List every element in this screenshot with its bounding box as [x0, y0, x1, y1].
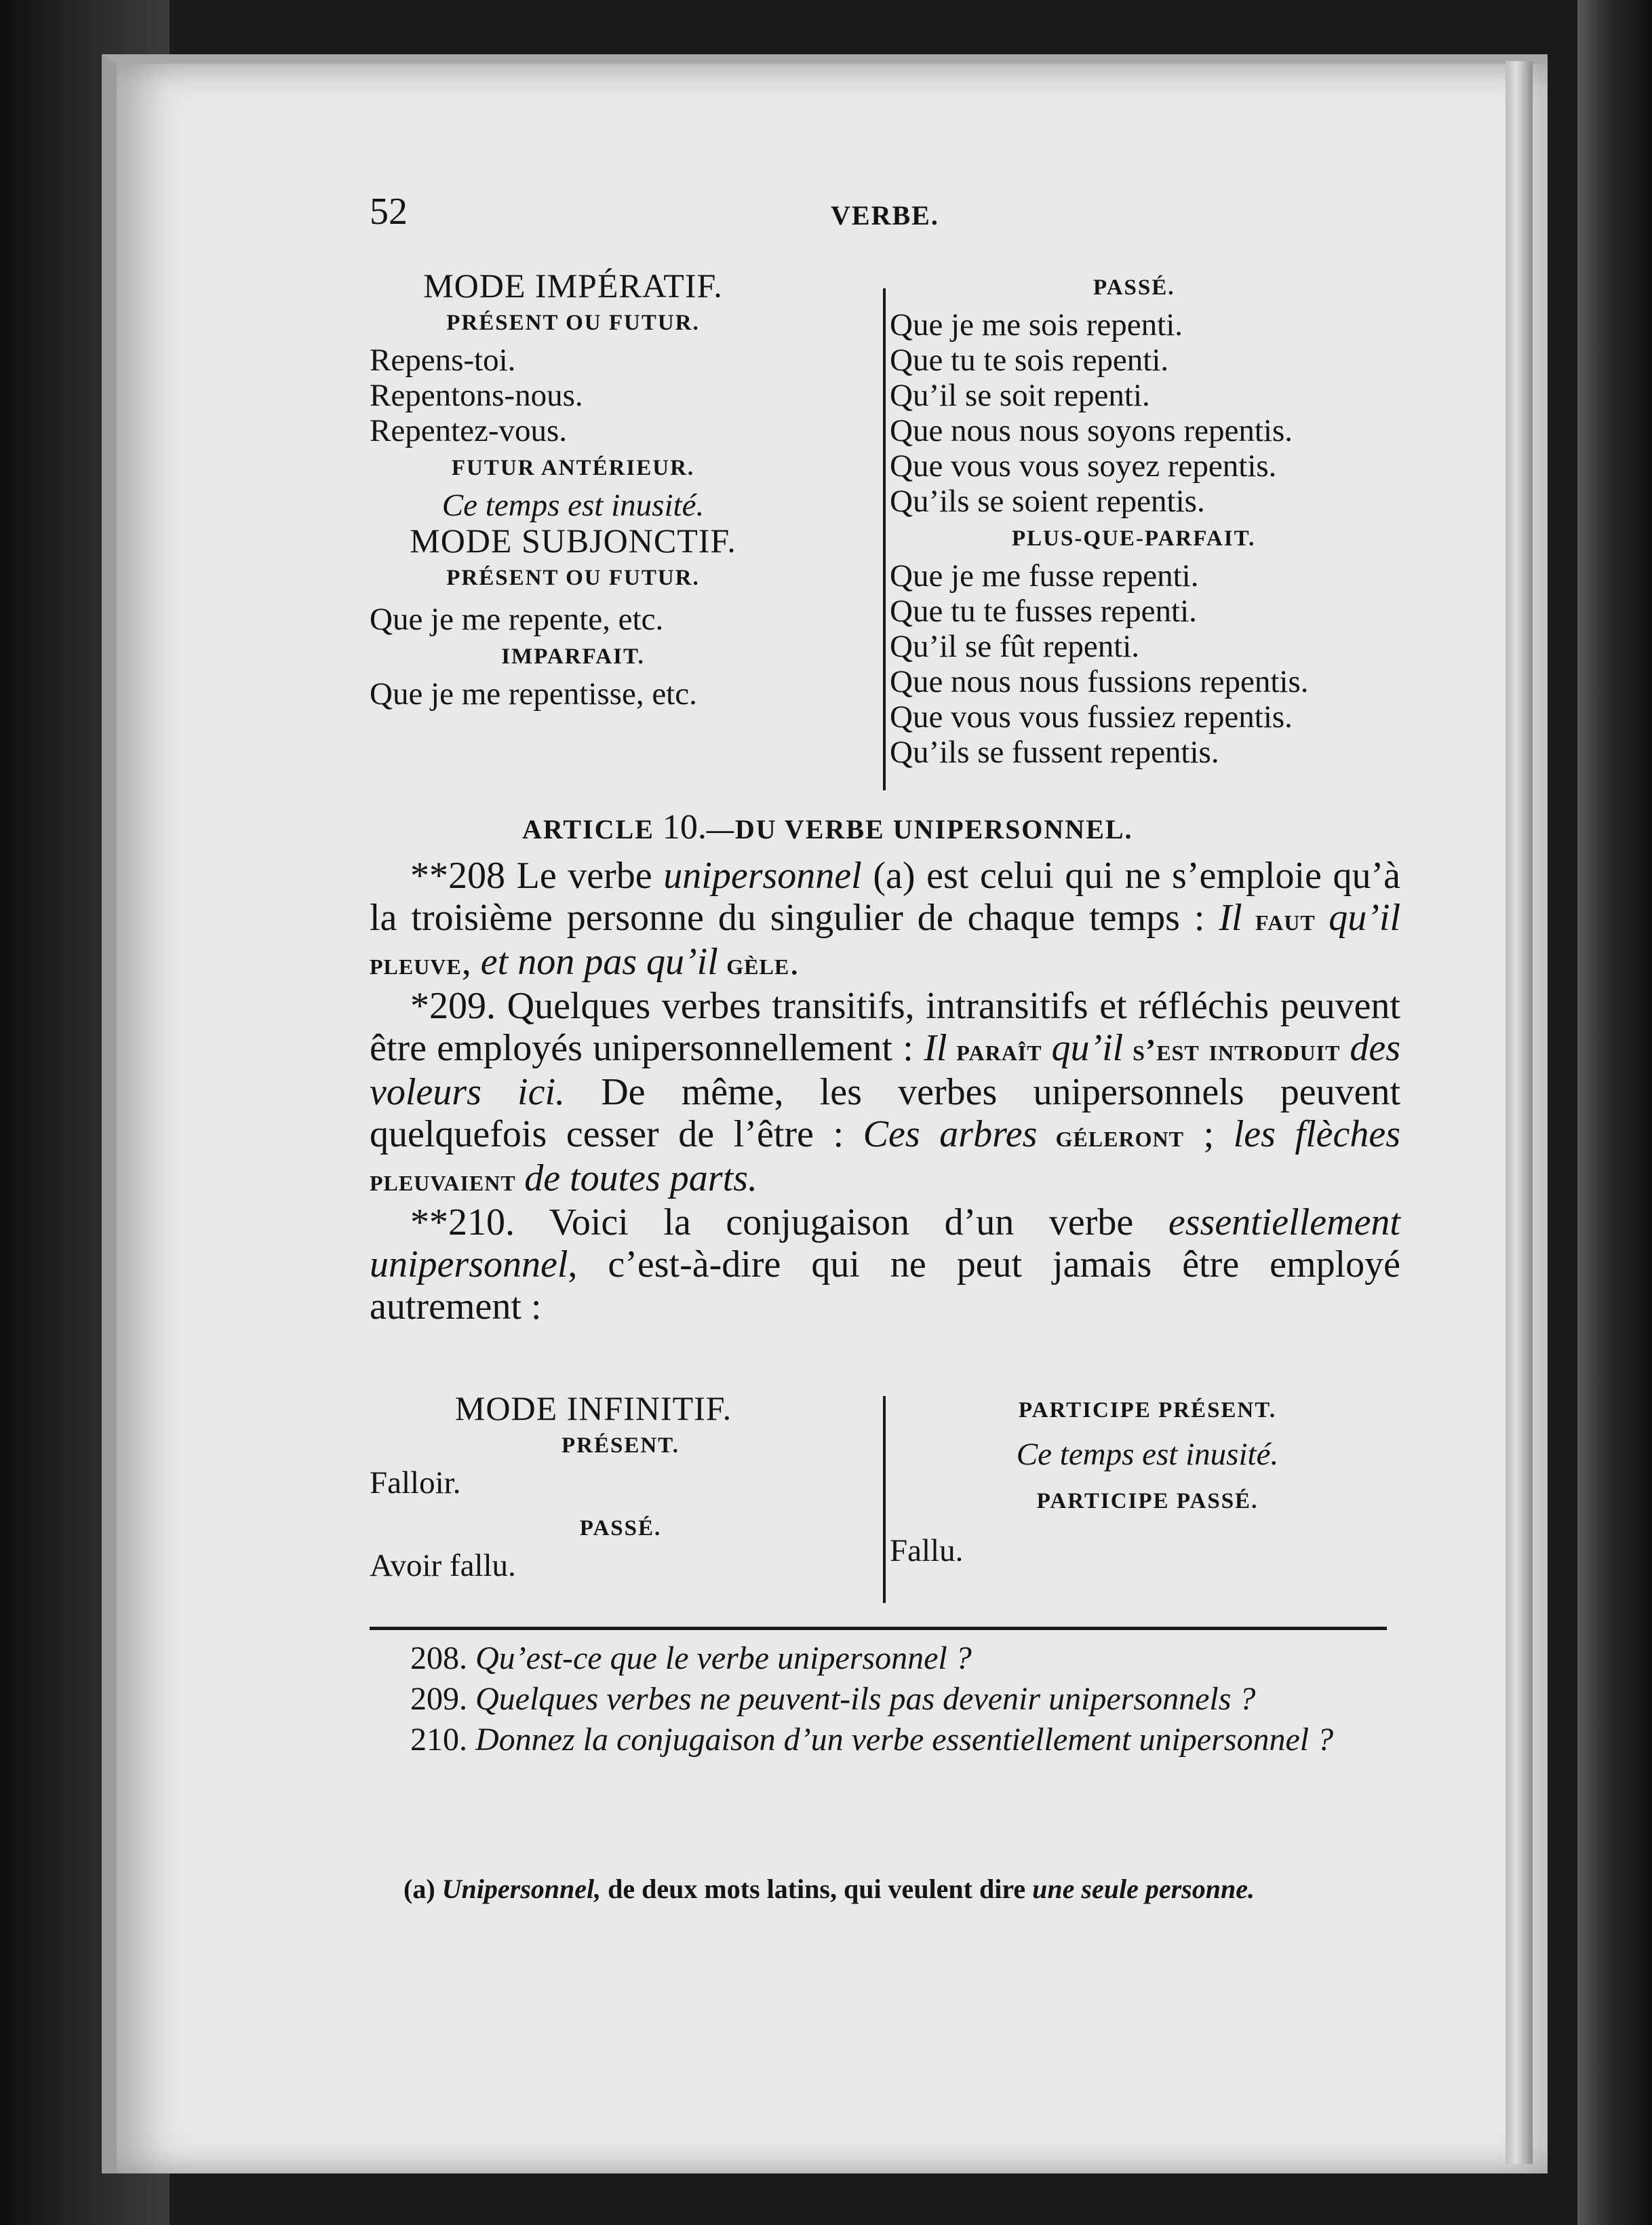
- participe-passe-value: Fallu.: [890, 1533, 964, 1568]
- infinitif-present: Falloir.: [370, 1465, 461, 1501]
- paragraph-210: [370, 1201, 1400, 1328]
- italic-run: une seule personne.: [1032, 1874, 1255, 1904]
- page-gutter: [1506, 61, 1533, 2164]
- question-number: 209.: [410, 1681, 467, 1717]
- smallcaps-run: pleuve: [370, 946, 462, 981]
- italic-run: qu’il: [1051, 1027, 1124, 1069]
- smallcaps-run: paraît: [947, 1032, 1052, 1067]
- mode-subjonctif-heading: MODE SUBJONCTIF.: [410, 522, 736, 560]
- italic-run: Unipersonnel,: [441, 1874, 602, 1904]
- plus-que-parfait-line: Qu’ils se fussent repentis.: [890, 735, 1219, 770]
- smallcaps-run: pleuvaient: [370, 1163, 525, 1197]
- running-title: VERBE.: [831, 200, 939, 231]
- futur-anterieur-heading: FUTUR ANTÉRIEUR.: [451, 456, 695, 480]
- imperatif-line: Repens-toi.: [370, 343, 516, 378]
- paragraph-209: [370, 985, 1400, 1201]
- smallcaps-run: faut: [1242, 902, 1329, 937]
- text-run: , c’est-à-dire qui ne peut jamais être employé autrement :: [370, 1243, 1400, 1328]
- imperatif-line: Repentez-vous.: [370, 413, 568, 448]
- plus-que-parfait-heading: PLUS-QUE-PARFAIT.: [1012, 526, 1256, 551]
- italic-run: de toutes parts.: [524, 1157, 758, 1199]
- subjonctif-imparfait-line: Que je me repentisse, etc.: [370, 676, 697, 712]
- text-run: Voici la conjugaison d’un verbe: [515, 1201, 1168, 1243]
- question-208: [370, 1638, 1400, 1679]
- smallcaps-run: gèle: [717, 946, 790, 981]
- participe-column: [890, 1391, 1405, 1568]
- text-run: De même, les verbes unipersonnels peuvent quelquefois cesser de l’être :: [370, 1071, 1400, 1155]
- text-run: Le verbe: [505, 855, 664, 897]
- article-body: [370, 855, 1400, 1328]
- mode-infinitif-column: [370, 1391, 817, 1583]
- imparfait-heading: IMPARFAIT.: [501, 644, 645, 669]
- paragraph-number: *209.: [410, 985, 496, 1027]
- italic-run: essentiellement unipersonnel: [370, 1201, 1400, 1285]
- footnote-mark: (a): [404, 1874, 435, 1904]
- plus-que-parfait-line: Que nous nous fussions repentis.: [890, 664, 1309, 699]
- imperatif-line: Repentons-nous.: [370, 378, 583, 413]
- paragraph-number: **208: [410, 855, 505, 897]
- page-header: [370, 190, 1387, 237]
- plus-que-parfait-line: Que vous vous fussiez repentis.: [890, 699, 1293, 735]
- plus-que-parfait-line: Que tu te fusses repenti.: [890, 594, 1197, 629]
- question-text: Donnez la conjugaison d’un verbe essentiellement unipersonnel ?: [475, 1722, 1334, 1758]
- paragraph-number: **210.: [410, 1201, 515, 1243]
- passe-pqp-column: [890, 268, 1405, 770]
- plus-que-parfait-line: Qu’il se fût repenti.: [890, 629, 1140, 664]
- participe-passe-heading: PARTICIPE PASSÉ.: [1036, 1489, 1259, 1513]
- passe-line: Que vous vous soyez repentis.: [890, 448, 1277, 484]
- present-heading: PRÉSENT.: [561, 1433, 680, 1458]
- passe-line: Que nous nous soyons repentis.: [890, 413, 1293, 448]
- subjonctif-present-line: Que je me repente, etc.: [370, 602, 664, 637]
- section-divider: [370, 1627, 1387, 1630]
- infinitif-passe: Avoir fallu.: [370, 1548, 516, 1583]
- passe-line: Que tu te sois repenti.: [890, 343, 1169, 378]
- article-prefix: ARTICLE: [522, 814, 663, 845]
- italic-run: des voleurs ici.: [370, 1027, 1401, 1113]
- passe-line: Qu’ils se soient repentis.: [890, 484, 1205, 519]
- question-number: 210.: [410, 1722, 467, 1758]
- italic-run: unipersonnel: [663, 855, 862, 897]
- text-run: de deux mots latins, qui veulent dire: [601, 1874, 1033, 1904]
- passe-line: Que je me sois repenti.: [890, 307, 1183, 343]
- text-run: .: [789, 941, 800, 983]
- italic-run: et non pas qu’il: [480, 941, 718, 983]
- scan-border-right: [1577, 0, 1652, 2225]
- article-heading: [522, 807, 1133, 847]
- text-run: Quelques verbes transitifs, intransitifs et réfléchis peuvent être employés unipersonnellement :: [370, 985, 1400, 1069]
- footnote: [370, 1872, 1400, 1906]
- smallcaps-run: géleront: [1037, 1119, 1184, 1153]
- text-run: ;: [1183, 1113, 1234, 1155]
- passe-heading: PASSÉ.: [579, 1516, 662, 1541]
- plus-que-parfait-line: Que je me fusse repenti.: [890, 558, 1199, 594]
- question-text: Qu’est-ce que le verbe unipersonnel ?: [475, 1640, 972, 1676]
- present-ou-futur-heading: PRÉSENT OU FUTUR.: [446, 311, 700, 335]
- italic-run: qu’il: [1329, 897, 1401, 939]
- question-number: 208.: [410, 1640, 467, 1676]
- passe-line: Qu’il se soit repenti.: [890, 378, 1150, 413]
- italic-run: Il: [1219, 897, 1242, 939]
- imperatif-subjonctif-column: [370, 268, 776, 712]
- italic-run: Ces arbres: [863, 1113, 1038, 1155]
- paragraph-208: [370, 855, 1400, 985]
- italic-run: Il: [924, 1027, 947, 1069]
- article-title: —DU VERBE UNIPERSONNEL.: [706, 814, 1133, 845]
- question-210: [370, 1720, 1400, 1760]
- passe-heading: PASSÉ.: [1093, 275, 1175, 300]
- article-number: 10.: [662, 808, 707, 847]
- question-text: Quelques verbes ne peuvent-ils pas devenir unipersonnels ?: [475, 1681, 1256, 1717]
- text-run: (a) est celui qui ne s’emploie qu’à la troisième personne du singulier de chaque temps :: [370, 855, 1401, 939]
- mode-infinitif-heading: MODE INFINITIF.: [454, 1389, 732, 1427]
- column-divider: [883, 288, 886, 790]
- participe-present-heading: PARTICIPE PRÉSENT.: [1018, 1398, 1277, 1423]
- present-ou-futur-heading: PRÉSENT OU FUTUR.: [446, 566, 700, 590]
- review-questions: [370, 1638, 1400, 1760]
- participe-present-note: Ce temps est inusité.: [1016, 1437, 1279, 1472]
- text-run: ,: [461, 941, 481, 983]
- page-number: 52: [370, 191, 408, 233]
- question-209: [370, 1679, 1400, 1720]
- column-divider: [883, 1396, 886, 1603]
- mode-imperatif-heading: MODE IMPÉRATIF.: [423, 267, 723, 305]
- futur-anterieur-note: Ce temps est inusité.: [441, 488, 705, 523]
- italic-run: les flèches: [1233, 1113, 1401, 1155]
- smallcaps-run: s’est introduit: [1123, 1032, 1350, 1067]
